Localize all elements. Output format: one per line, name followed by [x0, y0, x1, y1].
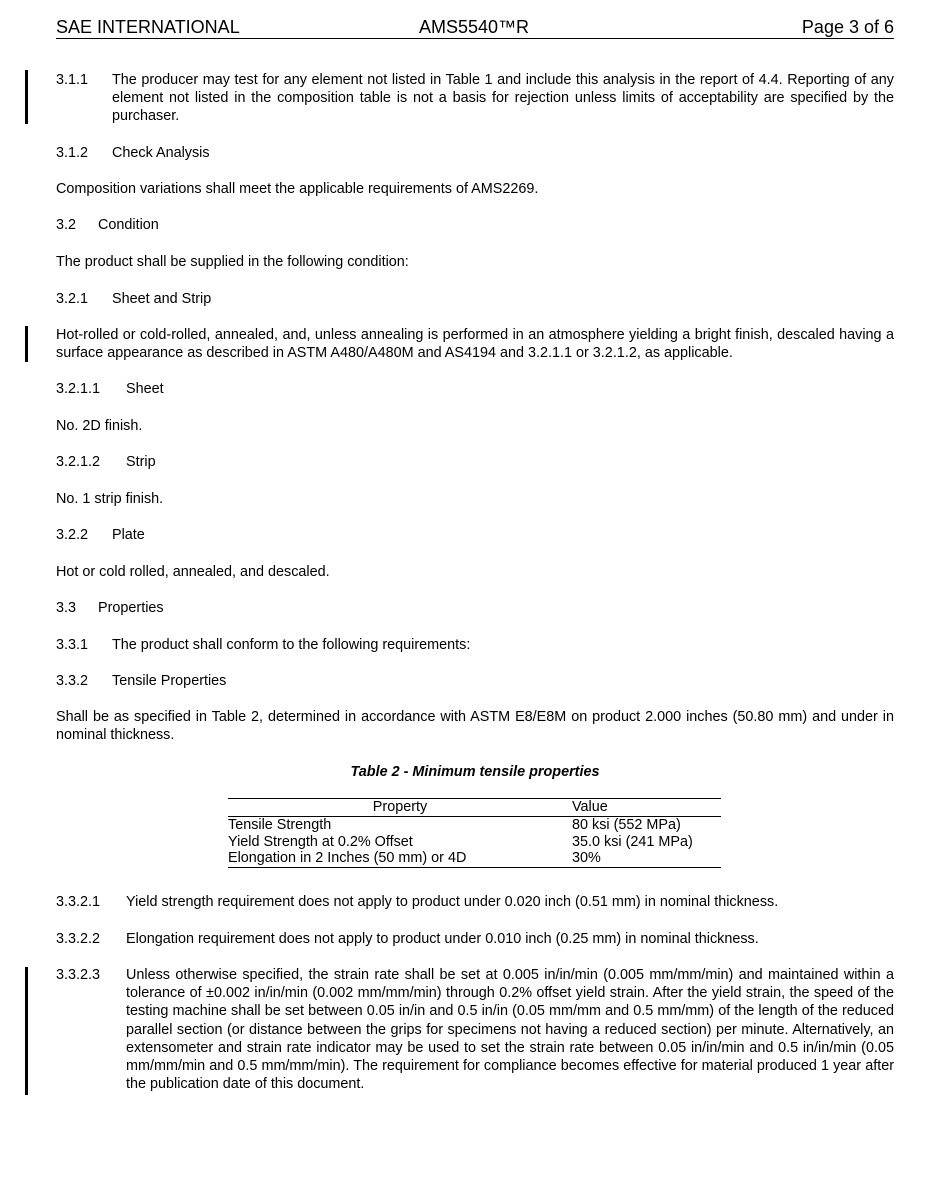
section-3-3-2-3-text: Unless otherwise specified, the strain rate shall be set at 0.005 in/in/min (0.005 mm/mm/min) and maintained within a tolerance of ±0.002 in/in/min (0.002 mm/mm/min) through 0.2% offset yield strain. After the yield strain, the speed of the testing machine shall be set between 0.05 in/in and 0.5 in/in (0.05 mm/mm and 0.5 mm/mm) of the length of the reduced parallel section (or distance between the grips for specimens not having a reduced section) per minute. Alternatively, an extensometer and strain rate indicator may be used to set the strain rate between 0.05 in/in/min and 0.5 in/in/min (0.05 mm/mm/min and 0.5 mm/mm/min). The requirement for compliance becomes effective for material produced 1 year after the publication date of this document.: [126, 967, 894, 1093]
tensile-properties-table: [228, 798, 721, 868]
table-cell: 80 ksi (552 MPa): [572, 816, 681, 833]
section-3-3-2-1-text: Yield strength requirement does not apply to product under 0.020 inch (0.51 mm) in nominal thickness.: [126, 894, 779, 910]
section-number: 3.2.1.1: [56, 381, 101, 397]
paragraph: The product shall be supplied in the following condition:: [56, 254, 409, 270]
column-header-value: Value: [572, 799, 721, 817]
section-number: 3.3.2.1: [56, 894, 101, 910]
section-number: 3.3.1: [56, 637, 89, 653]
section-number: 3.3.2: [56, 673, 89, 689]
table-cell: 30%: [572, 850, 721, 867]
paragraph: Hot-rolled or cold-rolled, annealed, and, unless annealing is performed in an atmosphere yielding a bright finish, descaled having a surface appearance as described in ASTM A480/A480M and AS4194 and 3.2.1.1 or 3.2.1.2, as applicable.: [56, 327, 894, 362]
section-3-3-2-2-text: Elongation requirement does not apply to product under 0.010 inch (0.25 mm) in nominal thickness.: [126, 931, 759, 947]
section-title: Tensile Properties: [112, 673, 227, 689]
section-title: Properties: [98, 600, 164, 616]
section-number: 3.3.2.2: [56, 931, 101, 947]
change-bar: [25, 326, 28, 362]
change-bar: [25, 967, 28, 1095]
section-title: Sheet and Strip: [112, 291, 212, 307]
table-cell: 35.0 ksi (241 MPa): [572, 833, 693, 850]
section-number: 3.2.2: [56, 527, 89, 543]
section-number: 3.3: [56, 600, 77, 616]
section-3-3-1-text: The product shall conform to the following requirements:: [112, 637, 471, 653]
paragraph: Shall be as specified in Table 2, determined in accordance with ASTM E8/E8M on product 2.000 inches (50.80 mm) and under in nominal thickness.: [56, 709, 894, 744]
header-page-number: Page 3 of 6: [801, 17, 894, 37]
section-number: 3.1.2: [56, 145, 89, 161]
change-bar: [25, 70, 28, 124]
table-cell: Tensile Strength: [228, 816, 332, 833]
header-org: SAE INTERNATIONAL: [56, 17, 240, 37]
section-title: Condition: [98, 217, 159, 233]
paragraph: Hot or cold rolled, annealed, and descaled.: [56, 564, 330, 580]
section-number: 3.1.1: [56, 72, 89, 88]
section-title: Plate: [112, 527, 145, 543]
paragraph: No. 1 strip finish.: [56, 491, 164, 507]
page-header: [56, 16, 894, 39]
section-number: 3.3.2.3: [56, 967, 101, 983]
header-doc-number: AMS5540™R: [419, 17, 530, 37]
section-title: Strip: [126, 454, 156, 470]
section-number: 3.2: [56, 217, 77, 233]
section-title: Sheet: [126, 381, 164, 397]
table-caption: Table 2 - Minimum tensile properties: [350, 764, 600, 780]
table-cell: Yield Strength at 0.2% Offset: [228, 833, 413, 850]
section-number: 3.2.1.2: [56, 454, 101, 470]
table-row: [228, 834, 721, 851]
table-row: [228, 816, 721, 833]
paragraph: No. 2D finish.: [56, 418, 143, 434]
table-row: [228, 850, 721, 867]
section-3-1-1-text: The producer may test for any element not listed in Table 1 and include this analysis in the report of 4.4. Reporting of any element not listed in the composition table is not a basis for rejection unless limits of acceptability are specified by the purchaser.: [112, 72, 894, 125]
section-number: 3.2.1: [56, 291, 89, 307]
section-title: Check Analysis: [112, 145, 210, 161]
table-header-row: [228, 799, 721, 817]
column-header-property: Property: [228, 799, 572, 817]
paragraph: Composition variations shall meet the applicable requirements of AMS2269.: [56, 181, 539, 197]
table-cell: Elongation in 2 Inches (50 mm) or 4D: [228, 850, 572, 867]
